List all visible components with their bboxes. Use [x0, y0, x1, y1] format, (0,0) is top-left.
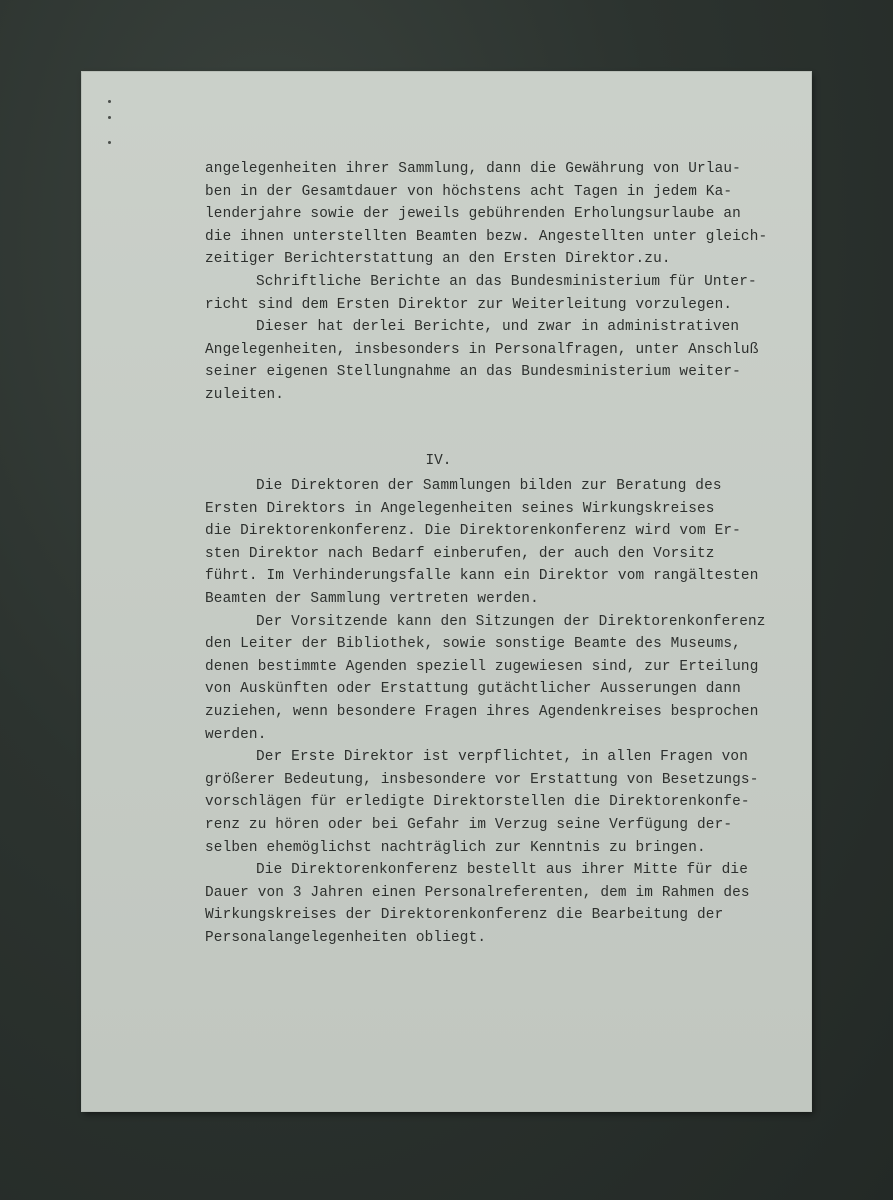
text-line: Ersten Direktors in Angelegenheiten seines Wirkungskreises — [205, 500, 715, 517]
text-line: selben ehemöglichst nachträglich zur Kenntnis zu bringen. — [205, 839, 706, 856]
text-line: die Direktorenkonferenz. Die Direktorenkonferenz wird vom Er- — [205, 523, 741, 540]
text-line: angelegenheiten ihrer Sammlung, dann die Gewährung von Urlau- — [205, 161, 741, 177]
text-line: richt sind dem Ersten Direktor zur Weiterleitung vorzulegen. — [205, 296, 733, 313]
text-line: Die Direktoren der Sammlungen bilden zur Beratung des — [256, 478, 722, 494]
text-line: sten Direktor nach Bedarf einberufen, der auch den Vorsitz — [205, 545, 715, 562]
text-line: Der Erste Direktor ist verpflichtet, in allen Fragen von — [256, 749, 749, 766]
text-line: werden. — [205, 726, 267, 743]
text-line: zeitiger Berichterstattung an den Ersten Direktor.zu. — [205, 251, 671, 268]
text-line: Dieser hat derlei Berichte, und zwar in administrativen — [256, 319, 740, 336]
text-line: zuziehen, wenn besondere Fragen ihres Agendenkreises besprochen — [205, 703, 759, 720]
text-line: den Leiter der Bibliothek, sowie sonstige Beamte des Museums, — [205, 636, 741, 653]
text-line: vorschlägen für erledigte Direktorstellen die Direktorenkonfe- — [205, 794, 750, 811]
text-line: größerer Bedeutung, insbesondere vor Erstattung von Besetzungs- — [205, 771, 759, 788]
section-two-body — [205, 475, 805, 949]
text-line: Angelegenheiten, insbesonders in Personalfragen, unter Anschluß — [205, 341, 759, 358]
text-line: Beamten der Sammlung vertreten werden. — [205, 590, 539, 607]
text-line: zuleiten. — [205, 386, 285, 403]
text-line: die ihnen unterstellten Beamten bezw. Angestellten unter gleich- — [205, 228, 768, 245]
text-line: lenderjahre sowie der jeweils gebührenden Erholungsurlaube an — [205, 206, 741, 223]
text-line: ben in der Gesamtdauer von höchstens acht Tagen in jedem Ka- — [205, 183, 733, 200]
text-line: Wirkungskreises der Direktorenkonferenz die Bearbeitung der — [205, 907, 724, 924]
text-line: Der Vorsitzende kann den Sitzungen der Direktorenkonferenz — [256, 613, 766, 630]
text-line: Die Direktorenkonferenz bestellt aus ihrer Mitte für die — [256, 862, 749, 879]
text-line: führt. Im Verhinderungsfalle kann ein Direktor vom rangältesten — [205, 568, 759, 585]
document-page — [82, 72, 811, 1111]
punch-mark — [108, 100, 111, 103]
text-line: denen bestimmte Agenden speziell zugewiesen sind, zur Erteilung — [205, 658, 759, 675]
text-line: Schriftliche Berichte an das Bundesministerium für Unter- — [256, 273, 757, 290]
section-heading — [82, 453, 811, 469]
section-one-body — [205, 158, 805, 407]
text-line: Personalangelegenheiten obliegt. — [205, 929, 487, 946]
text-line: Dauer von 3 Jahren einen Personalreferenten, dem im Rahmen des — [205, 884, 750, 901]
text-line: von Auskünften oder Erstattung gutächtlicher Ausserungen dann — [205, 681, 741, 698]
punch-mark — [108, 116, 111, 119]
text-line: renz zu hören oder bei Gefahr im Verzug seine Verfügung der- — [205, 816, 733, 833]
punch-mark — [108, 141, 111, 144]
text-line: seiner eigenen Stellungnahme an das Bundesministerium weiter- — [205, 364, 741, 381]
section-heading-text: IV. — [425, 453, 452, 469]
